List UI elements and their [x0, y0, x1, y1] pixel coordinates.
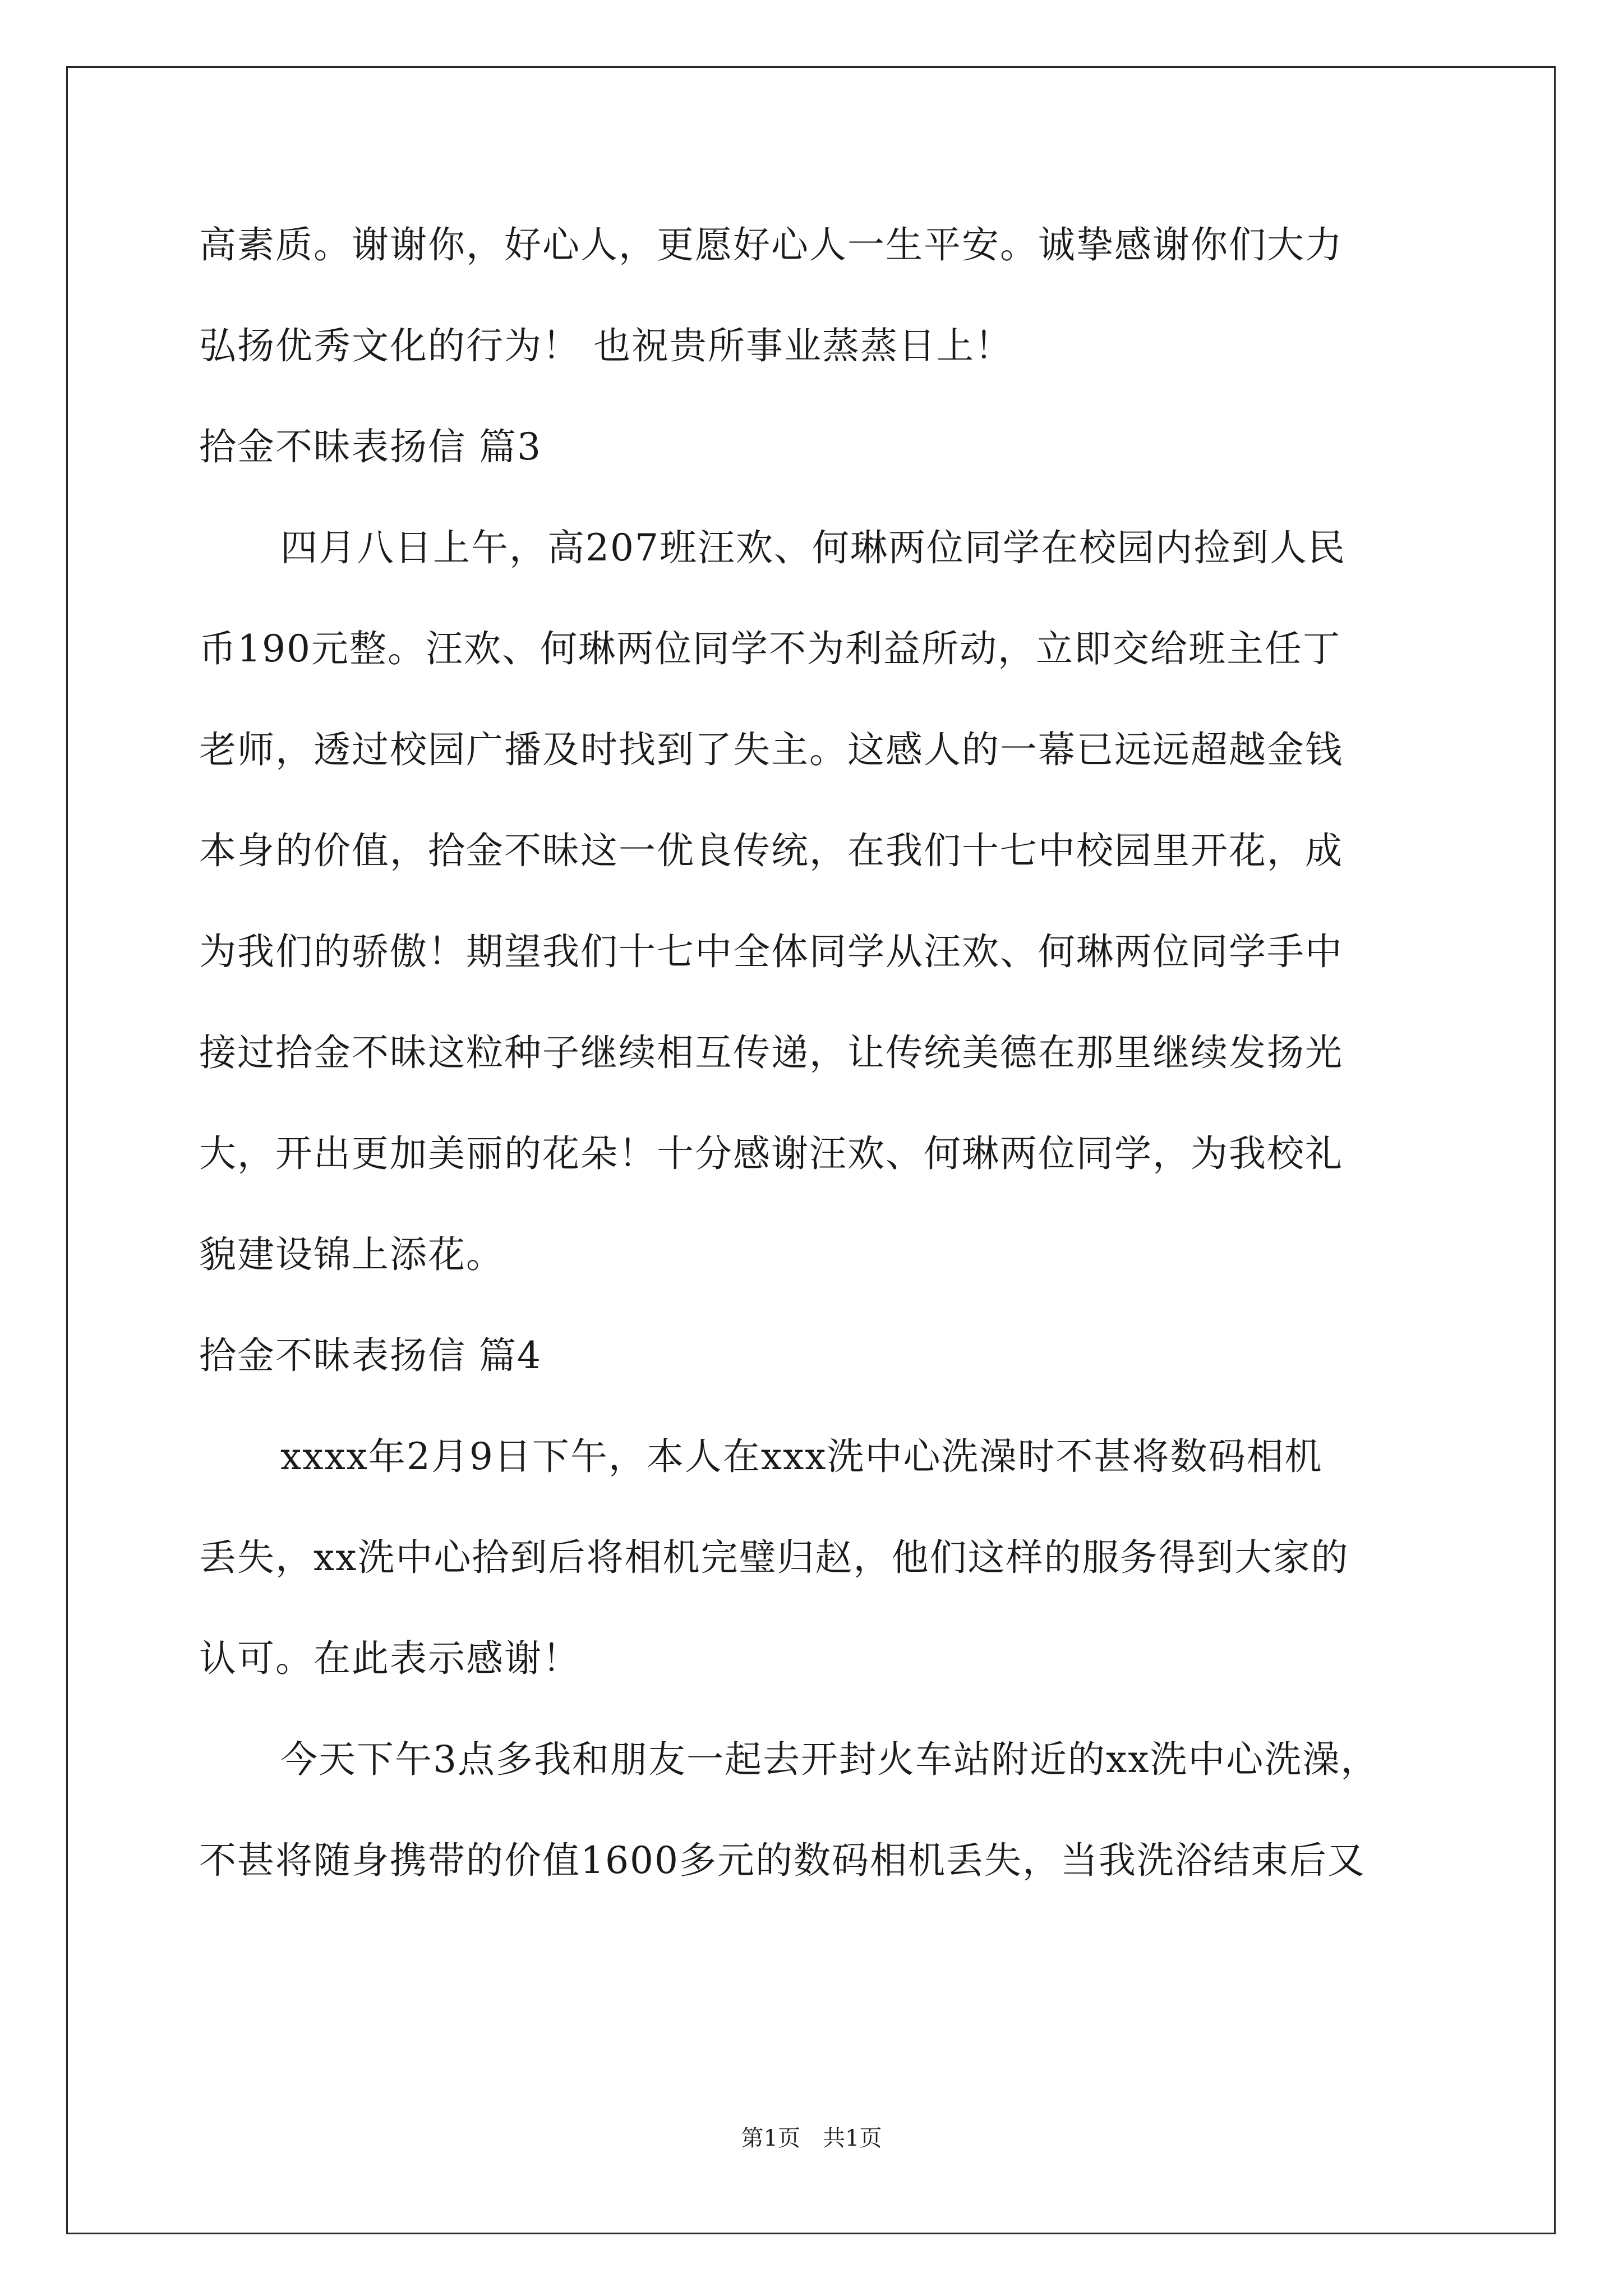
body-line: 老师，透过校园广播及时找到了失主。这感人的一幕已远远超越金钱 [199, 728, 1343, 771]
body-line: 认可。在此表示感谢！ [199, 1637, 580, 1680]
body-line: 为我们的骄傲！期望我们十七中全体同学从汪欢、何琳两位同学手中 [199, 930, 1343, 973]
body-line: 接过拾金不昧这粒种子继续相互传递，让传统美德在那里继续发扬光 [199, 1031, 1343, 1074]
body-line: 貌建设锦上添花。 [199, 1233, 504, 1276]
body-line: 今天下午3点多我和朋友一起去开封火车站附近的xx洗中心洗澡， [280, 1738, 1379, 1781]
body-line: 大，开出更加美丽的花朵！十分感谢汪欢、何琳两位同学，为我校礼 [199, 1132, 1343, 1175]
body-line: 丢失，xx洗中心拾到后将相机完璧归赵，他们这样的服务得到大家的 [199, 1536, 1349, 1579]
page-number: 第1页 共1页 [741, 2125, 882, 2151]
body-line: 本身的价值，拾金不昧这一优良传统，在我们十七中校园里开花，成 [199, 829, 1343, 872]
body-line: 币190元整。汪欢、何琳两位同学不为利益所动，立即交给班主任丁 [199, 627, 1341, 670]
body-line: 高素质。谢谢你，好心人，更愿好心人一生平安。诚挚感谢你们大力 [199, 223, 1343, 266]
section-heading: 拾金不昧表扬信 篇4 [199, 1334, 542, 1377]
section-heading: 拾金不昧表扬信 篇3 [199, 425, 542, 468]
body-line: 四月八日上午，高207班汪欢、何琳两位同学在校园内捡到人民 [280, 526, 1346, 569]
body-line: 弘扬优秀文化的行为！ 也祝贵所事业蒸蒸日上！ [199, 324, 1013, 367]
body-line: 不甚将随身携带的价值1600多元的数码相机丢失，当我洗浴结束后又 [199, 1839, 1366, 1882]
body-line: xxxx年2月9日下午，本人在xxx洗中心洗澡时不甚将数码相机 [280, 1435, 1323, 1478]
